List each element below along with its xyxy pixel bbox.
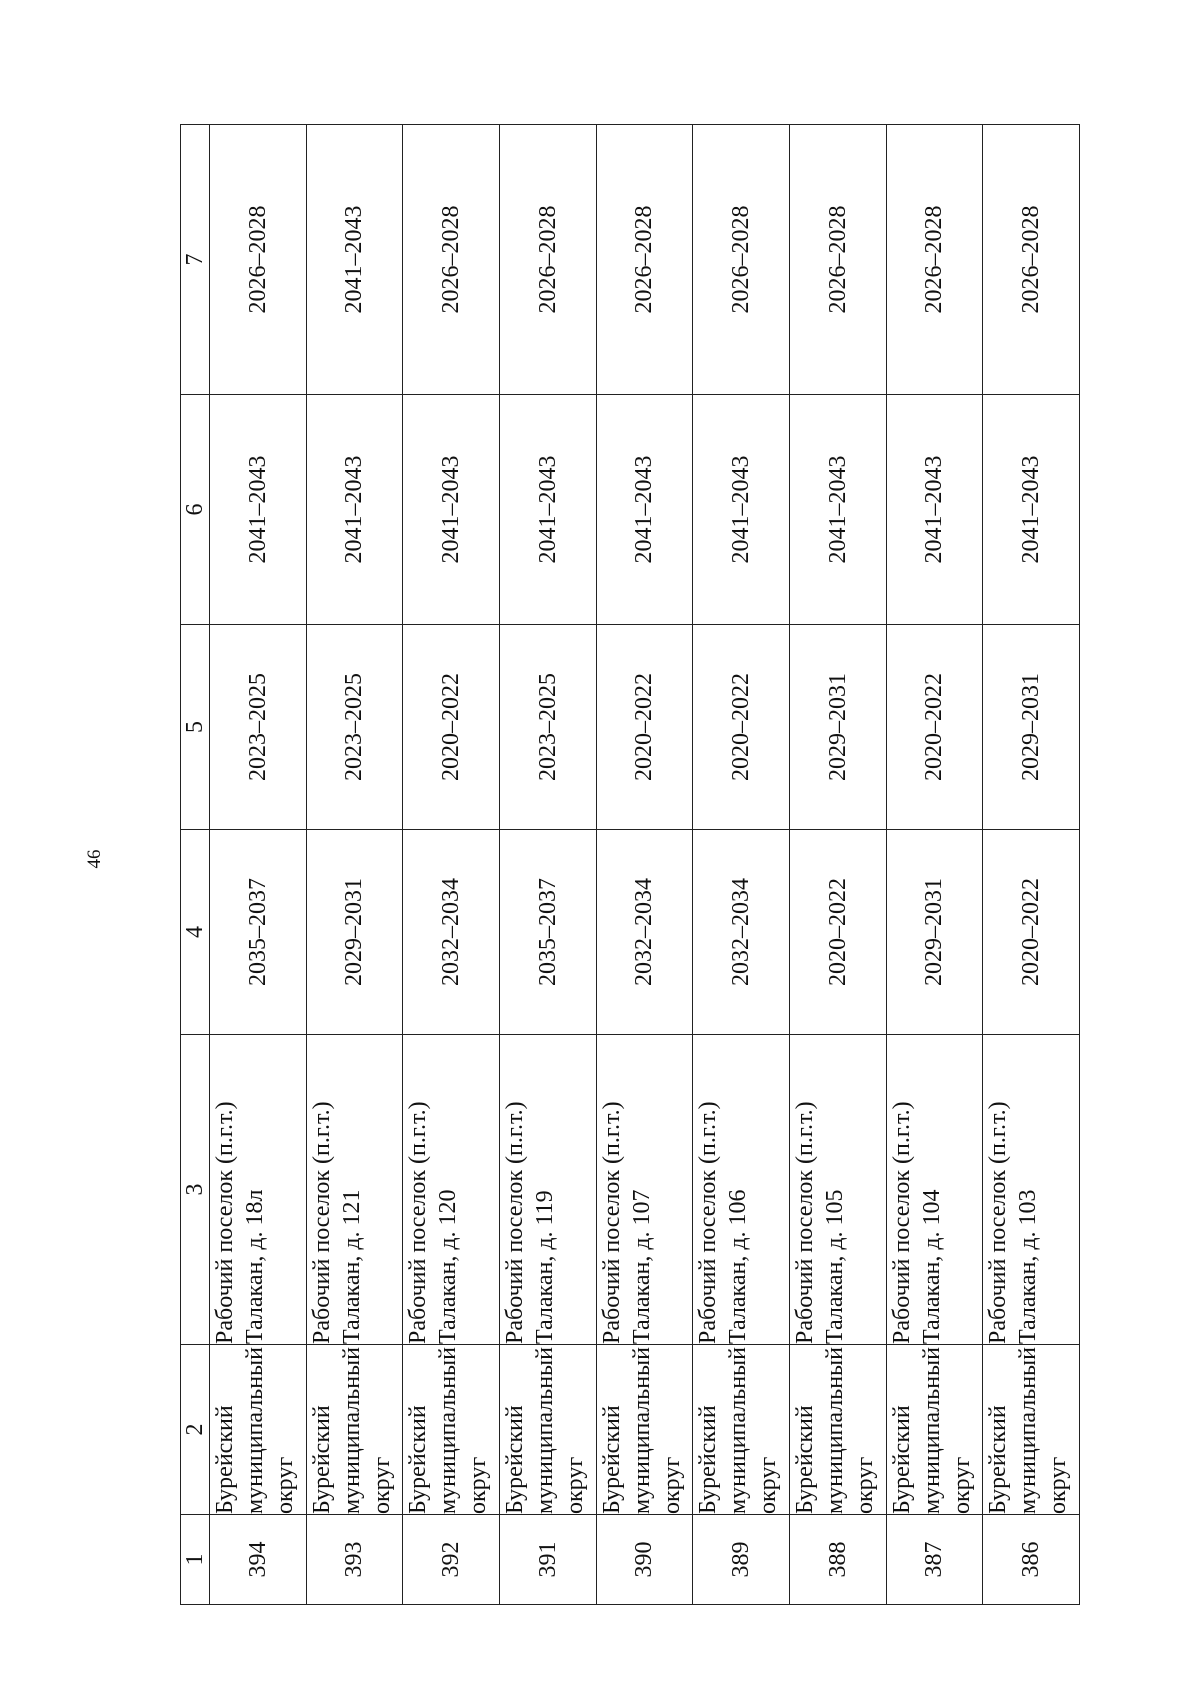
col6-cell: 2041–2043 [983,395,1080,625]
page-number: 46 [84,849,105,869]
rotated-table-wrapper [180,125,1080,1605]
col4-cell: 2035–2037 [499,830,596,1035]
row-number: 393 [306,1515,403,1605]
district-cell: Бурейский муниципальный округ [789,1345,886,1515]
address-cell: Рабочий поселок (п.г.т.) Талакан, д. 121 [306,1035,403,1345]
row-number: 390 [596,1515,693,1605]
header-col-7: 7 [181,125,210,395]
col5-cell: 2023–2025 [499,625,596,830]
row-number: 386 [983,1515,1080,1605]
table-row [596,125,693,1605]
district-cell: Бурейский муниципальный округ [499,1345,596,1515]
col4-cell: 2035–2037 [210,830,307,1035]
col5-cell: 2029–2031 [983,625,1080,830]
address-cell: Рабочий поселок (п.г.т.) Талакан, д. 120 [403,1035,500,1345]
header-col-1: 1 [181,1515,210,1605]
col5-cell: 2020–2022 [886,625,983,830]
col5-cell: 2023–2025 [210,625,307,830]
table-row [499,125,596,1605]
col5-cell: 2020–2022 [596,625,693,830]
header-col-2: 2 [181,1345,210,1515]
col7-cell: 2026–2028 [596,125,693,395]
col6-cell: 2041–2043 [499,395,596,625]
district-cell: Бурейский муниципальный округ [983,1345,1080,1515]
address-cell: Рабочий поселок (п.г.т.) Талакан, д. 119 [499,1035,596,1345]
address-cell: Рабочий поселок (п.г.т.) Талакан, д. 106 [693,1035,790,1345]
header-col-3: 3 [181,1035,210,1345]
col7-cell: 2026–2028 [403,125,500,395]
header-col-6: 6 [181,395,210,625]
row-number: 391 [499,1515,596,1605]
col4-cell: 2032–2034 [403,830,500,1035]
table-row [210,125,307,1605]
col4-cell: 2032–2034 [596,830,693,1035]
header-col-5: 5 [181,625,210,830]
col7-cell: 2026–2028 [499,125,596,395]
col6-cell: 2041–2043 [403,395,500,625]
row-number: 394 [210,1515,307,1605]
col5-cell: 2029–2031 [789,625,886,830]
col6-cell: 2041–2043 [596,395,693,625]
district-cell: Бурейский муниципальный округ [403,1345,500,1515]
col5-cell: 2020–2022 [693,625,790,830]
schedule-table [180,124,1080,1605]
address-cell: Рабочий поселок (п.г.т.) Талакан, д. 103 [983,1035,1080,1345]
col5-cell: 2020–2022 [403,625,500,830]
col6-cell: 2041–2043 [210,395,307,625]
district-cell: Бурейский муниципальный округ [693,1345,790,1515]
col7-cell: 2026–2028 [983,125,1080,395]
district-cell: Бурейский муниципальный округ [886,1345,983,1515]
table-row [403,125,500,1605]
district-cell: Бурейский муниципальный округ [210,1345,307,1515]
table-row [789,125,886,1605]
address-cell: Рабочий поселок (п.г.т.) Талакан, д. 105 [789,1035,886,1345]
row-number: 387 [886,1515,983,1605]
header-col-4: 4 [181,830,210,1035]
col4-cell: 2020–2022 [983,830,1080,1035]
district-cell: Бурейский муниципальный округ [306,1345,403,1515]
col4-cell: 2020–2022 [789,830,886,1035]
col4-cell: 2029–2031 [306,830,403,1035]
address-cell: Рабочий поселок (п.г.т.) Талакан, д. 107 [596,1035,693,1345]
row-number: 392 [403,1515,500,1605]
table-row [693,125,790,1605]
col7-cell: 2026–2028 [210,125,307,395]
col7-cell: 2041–2043 [306,125,403,395]
col4-cell: 2032–2034 [693,830,790,1035]
table-row [886,125,983,1605]
col7-cell: 2026–2028 [789,125,886,395]
col6-cell: 2041–2043 [789,395,886,625]
col5-cell: 2023–2025 [306,625,403,830]
col6-cell: 2041–2043 [886,395,983,625]
col6-cell: 2041–2043 [306,395,403,625]
table-row [983,125,1080,1605]
col7-cell: 2026–2028 [693,125,790,395]
header-row [181,125,210,1605]
col6-cell: 2041–2043 [693,395,790,625]
address-cell: Рабочий поселок (п.г.т.) Талакан, д. 104 [886,1035,983,1345]
row-number: 389 [693,1515,790,1605]
district-cell: Бурейский муниципальный округ [596,1345,693,1515]
row-number: 388 [789,1515,886,1605]
col4-cell: 2029–2031 [886,830,983,1035]
table-row [306,125,403,1605]
col7-cell: 2026–2028 [886,125,983,395]
address-cell: Рабочий поселок (п.г.т.) Талакан, д. 18л [210,1035,307,1345]
